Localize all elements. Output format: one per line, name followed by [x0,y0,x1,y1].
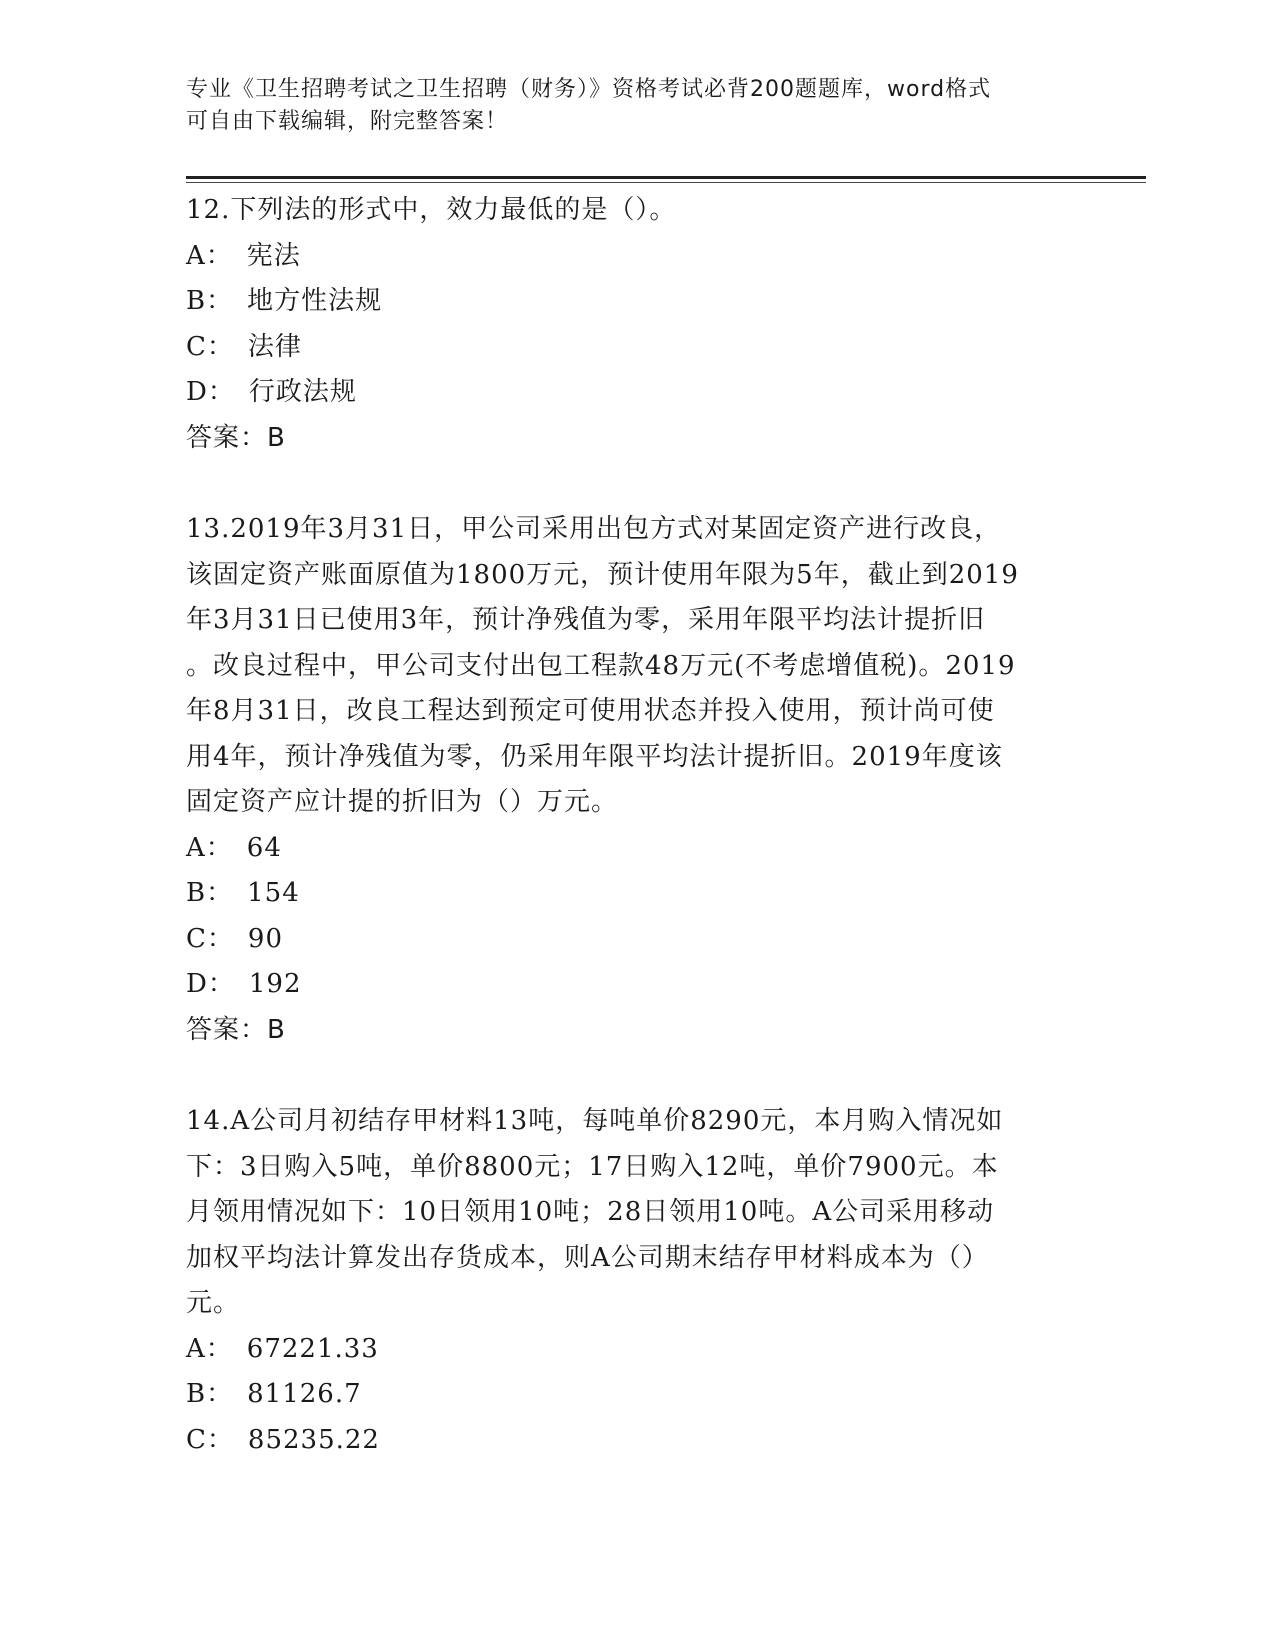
question-stem-line: 加权平均法计算发出存货成本，则A公司期末结存甲材料成本为（） [186,1242,989,1273]
header-line-2: 可自由下载编辑，附完整答案！ [186,109,509,134]
option-key: D： [186,969,235,999]
option-value: 宪法 [246,240,301,271]
option-key: A： [186,1333,233,1364]
question-stem [186,188,1086,234]
option-c [186,325,1086,371]
question-stem-line: 14.A公司月初结存甲材料13吨，每吨单价8290元，本月购入情况如 [186,1106,1004,1136]
question-stem-line: 年8月31日，改良工程达到预定可使用状态并投入使用，预计尚可使 [186,696,995,726]
option-d [186,962,1086,1008]
question-spacer [186,1053,1086,1099]
question-stem [186,1099,1086,1327]
question-stem [186,507,1086,826]
option-d [186,370,1086,416]
option-a [186,1327,1086,1373]
question-stem-line: 元。 [186,1288,241,1318]
option-b [186,1372,1086,1418]
option-value: 法律 [247,331,302,362]
question-stem-line: 年3月31日已使用3年，预计净残值为零，采用年限平均法计提折旧 [186,605,986,635]
question-stem-line: 13.2019年3月31日，甲公司采用出包方式对某固定资产进行改良， [186,514,1002,544]
option-value: 地方性法规 [247,286,383,316]
option-b [186,871,1086,917]
option-key: C： [186,923,234,954]
header-divider-thick [186,176,1146,179]
option-key: B： [186,878,234,908]
option-key: A： [186,832,233,863]
option-c [186,1418,1086,1464]
question-stem-line: 。改良过程中，甲公司支付出包工程款48万元(不考虑增值税)。2019 [186,650,1016,681]
question-stem-line: 用4年，预计净残值为零，仍采用年限平均法计提折旧。2019年度该 [186,741,1003,772]
question-stem-line: 下：3日购入5吨，单价8800元；17日购入12吨，单价7900元。本 [186,1151,999,1182]
option-key: A： [186,240,233,271]
question-stem-line: 固定资产应计提的折旧为（）万元。 [186,787,619,817]
answer-line: 答案：B [186,1014,286,1045]
option-c [186,917,1086,963]
question-stem-line: 12.下列法的形式中，效力最低的是（）。 [186,195,677,225]
header-line-1: 专业《卫生招聘考试之卫生招聘（财务）》资格考试必背200题题库，word格式 [186,77,992,102]
option-a [186,234,1086,280]
option-value: 85235.22 [247,1424,380,1455]
document-header [186,74,1066,138]
header-divider-thin [186,182,1146,183]
option-value: 192 [248,969,302,999]
question-stem-line: 月领用情况如下：10日领用10吨；28日领用10吨。A公司采用移动 [186,1197,995,1227]
question-spacer [186,461,1086,507]
option-key: D： [186,377,235,407]
option-a [186,826,1086,872]
option-value: 154 [247,878,300,908]
option-key: C： [186,1424,234,1455]
question-14 [186,1099,1086,1463]
option-value: 64 [246,832,282,863]
option-key: C： [186,331,234,362]
option-value: 90 [247,923,283,954]
option-value: 81126.7 [247,1379,362,1409]
option-b [186,279,1086,325]
option-value: 行政法规 [248,377,357,407]
option-key: B： [186,286,234,316]
question-list [186,188,1086,1463]
question-13 [186,507,1086,1053]
question-stem-line: 该固定资产账面原值为1800万元，预计使用年限为5年，截止到2019 [186,559,1019,590]
option-key: B： [186,1379,234,1409]
option-value: 67221.33 [246,1333,379,1364]
answer-line: 答案：B [186,422,286,453]
question-12 [186,188,1086,461]
